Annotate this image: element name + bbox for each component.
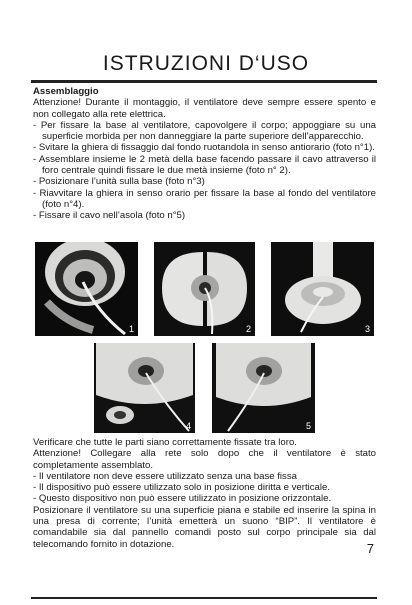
page-number: 7 xyxy=(366,541,374,556)
photo-grid xyxy=(0,242,412,432)
photo-3 xyxy=(271,242,374,336)
step-item: - Per fissare la base al ventilatore, capovolgere il corpo; appoggiare su una superficie morbida per non danneggiare la parte superiore dell’apparecchio. xyxy=(33,119,376,143)
photo-number: 5 xyxy=(305,421,311,431)
intro-paragraph: Attenzione! Durante il montaggio, il ventilatore deve sempre essere spento e non collegato alla rete elettrica. xyxy=(33,97,376,120)
step-item: - Riavvitare la ghiera in senso orario per fissare la base al fondo del ventilatore (foto n°4). xyxy=(33,187,376,210)
title-rule xyxy=(31,80,377,83)
paragraph: - Questo dispositivo non può essere utilizzato in posizione orizzontale. xyxy=(33,493,332,505)
bottom-rule xyxy=(31,597,377,599)
instructions-block xyxy=(33,86,376,222)
page-title: ISTRUZIONI D‘USO xyxy=(102,52,310,75)
photo-5 xyxy=(212,343,315,433)
step-item: - Svitare la ghiera di fissaggio dal fondo ruotandola in senso antiorario (foto n°1). xyxy=(33,142,375,154)
step-item: - Fissare il cavo nell’asola (foto n°5) xyxy=(33,210,186,222)
section-heading: Assemblaggio xyxy=(33,86,99,97)
paragraph: Attenzione! Collegare alla rete solo dopo che il ventilatore è stato completamente assemblato. xyxy=(33,448,376,471)
paragraph: - Il dispositivo può essere utilizzato solo in posizione diritta e verticale. xyxy=(33,482,331,494)
paragraph: - Il ventilatore non deve essere utilizzato senza una base fissa xyxy=(33,470,297,482)
paragraph: Posizionare il ventilatore su una superficie piana e stabile ed inserire la spina in una presa di corrente; l’unità emetterà un suono “BIP”. Il ventilatore è comandabile sia dal pannello comandi posto sul corpo principale sia dal telecomando fornito in dotazione. xyxy=(33,504,376,550)
paragraph: Verificare che tutte le parti siano correttamente fissate tra loro. xyxy=(33,437,297,448)
photo-2 xyxy=(154,242,255,336)
photo-4 xyxy=(94,343,195,433)
photo-number: 4 xyxy=(185,421,191,431)
photo-number: 1 xyxy=(128,324,134,334)
after-photos-block xyxy=(33,437,376,550)
step-item: - Assemblare insieme le 2 metà della base facendo passare il cavo attraverso il foro centrale quindi fissare le due metà insieme (foto n° 2). xyxy=(33,153,376,177)
photo-number: 2 xyxy=(245,324,251,334)
step-item: - Posizionare l’unità sulla base (foto n°3) xyxy=(33,176,205,188)
photo-1 xyxy=(35,242,138,336)
photo-number: 3 xyxy=(364,324,370,334)
